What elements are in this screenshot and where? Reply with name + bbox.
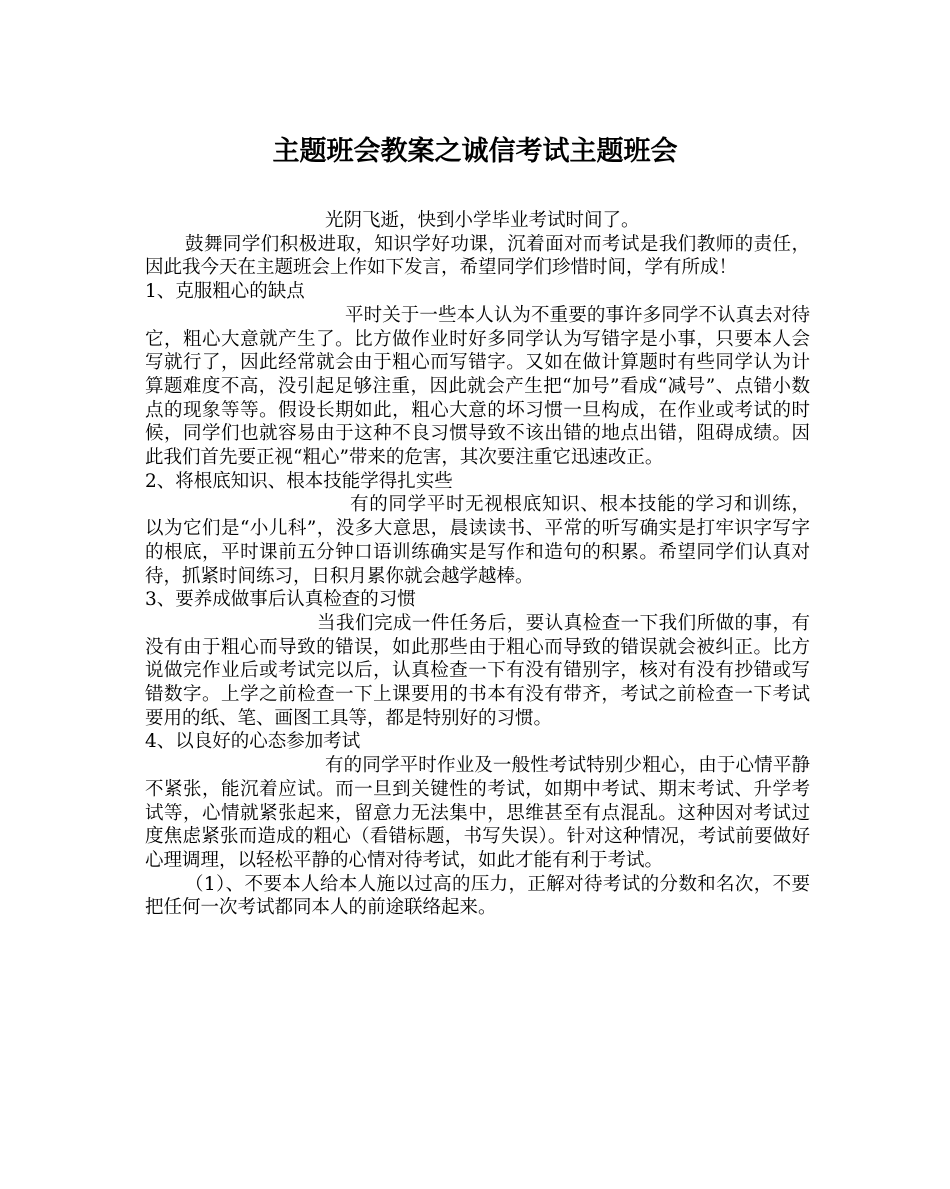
document-body (145, 209, 810, 920)
paragraph-checking: 当我们完成一件任务后，要认真检查一下我们所做的事，有没有由于粗心而导致的错误，如此那些由于粗心而导致的错误就会被纠正。比方说做完作业后或考试完以后，认真检查一下有没有错别字，核对有没有抄错或写错数字。上学之前检查一下上课要用的书本有没有带齐，考试之前检查一下考试要用的纸、笔、画图工具等，都是特别好的习惯。 (145, 612, 810, 729)
heading-3: 3、要养成做事后认真检查的习惯 (145, 589, 416, 611)
document-title: 主题班会教案之诚信考试主题班会 (272, 136, 678, 167)
paragraph-mindset: 有的同学平时作业及一般性考试特别少粗心，由于心情平静不紧张，能沉着应试。而一旦到关键性的考试，如期中考试、期末考试、升学考试等，心情就紧张起来，留意力无法集中，思维甚至有点混乱。这种因对考试过度焦虑紧张而造成的粗心（看错标题，书写失误）。针对这种情况，考试前要做好心理调理，以轻松平静的心情对待考试，如此才能有利于考试。 (145, 755, 810, 871)
heading-1: 1、克服粗心的缺点 (145, 281, 305, 303)
paragraph-encourage: 鼓舞同学们积极进取，知识学好功课，沉着面对而考试是我们教师的责任，因此我今天在主题班会上作如下发言，希望同学们珍惜时间，学有所成！ (145, 233, 810, 279)
paragraph-basics: 有的同学平时无视根底知识、根本技能的学习和训练，以为它们是“小儿科”，没多大意思，晨读读书、平常的听写确实是打牢识字写字的根底，平时课前五分钟口语训练确实是写作和造句的积累。希望同学们认真对待，抓紧时间练习，日积月累你就会越学越棒。 (145, 494, 810, 587)
heading-2: 2、将根底知识、根本技能学得扎实些 (145, 470, 453, 492)
paragraph-intro: 光阴飞逝，快到小学毕业考试时间了。 (325, 210, 640, 231)
paragraph-pressure: （1）、不要本人给本人施以过高的压力，正解对待考试的分数和名次，不要把任何一次考试都同本人的前途联络起来。 (145, 873, 810, 919)
heading-4: 4、以良好的心态参加考试 (145, 731, 361, 753)
paragraph-carelessness: 平时关于一些本人认为不重要的事许多同学不认真去对待它，粗心大意就产生了。比方做作业时好多同学认为写错字是小事，只要本人会写就行了，因此经常就会由于粗心而写错字。又如在做计算题时有些同学认为计算题难度不高，没引起足够注重，因此就会产生把“加号”看成“减号”、点错小数点的现象等等。假设长期如此，粗心大意的坏习惯一旦构成，在作业或考试的时候，同学们也就容易由于这种不良习惯导致不该出错的地点出错，阻碍成绩。因此我们首先要正视“粗心”带来的危害，其次要注重它迅速改正。 (145, 304, 810, 469)
